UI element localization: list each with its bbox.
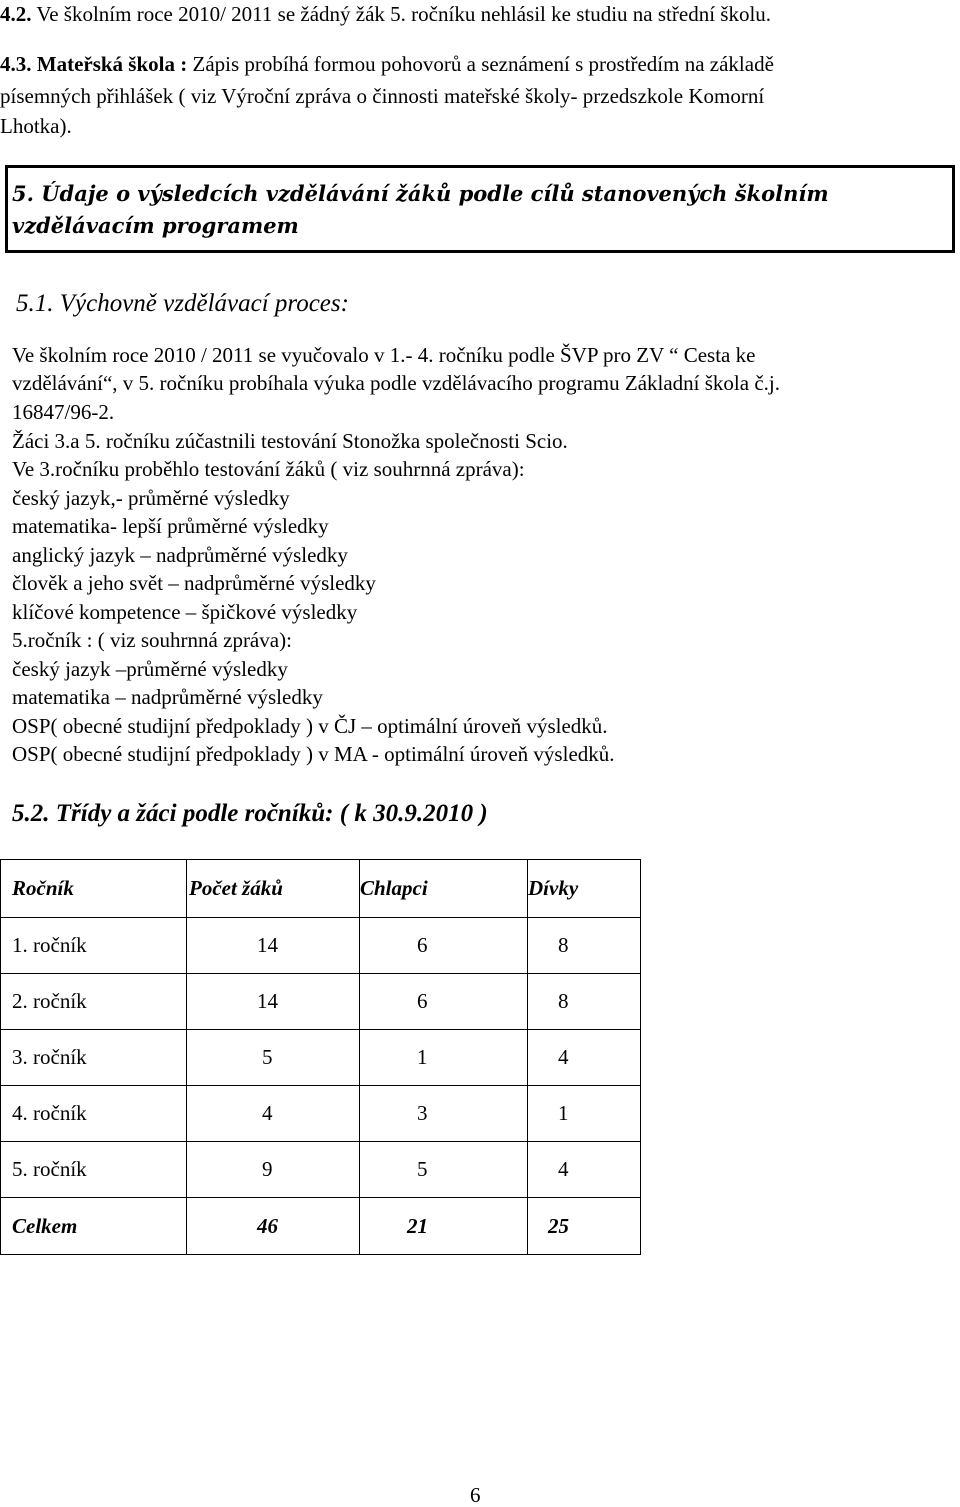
table-cell: 14 — [187, 918, 360, 974]
body-line: Žáci 3.a 5. ročníku zúčastnili testování Stonožka společnosti Scio. — [12, 429, 568, 453]
section-5-heading-line-1: 5. Údaje o výsledcích vzdělávání žáků podle cílů stanovených školním — [12, 181, 829, 206]
table-cell: 5. ročník — [1, 1142, 187, 1198]
table-row — [1, 1086, 641, 1142]
table-cell: 9 — [187, 1142, 360, 1198]
table-cell: 1 — [528, 1086, 641, 1142]
table-cell: 1. ročník — [1, 918, 187, 974]
table-cell: 5 — [187, 1030, 360, 1086]
paragraph-4-3-line-1 — [0, 51, 774, 77]
table-total-row — [1, 1198, 641, 1255]
table-cell: 4 — [187, 1086, 360, 1142]
table-cell: 14 — [187, 974, 360, 1030]
table-cell: 5 — [360, 1142, 528, 1198]
table-cell: 1 — [360, 1030, 528, 1086]
body-line: OSP( obecné studijní předpoklady ) v ČJ – optimální úroveň výsledků. — [12, 714, 608, 738]
body-line: 16847/96-2. — [12, 400, 115, 424]
body-line: anglický jazyk – nadprůměrné výsledky — [12, 543, 348, 567]
table-cell: 6 — [360, 918, 528, 974]
body-line: český jazyk,- průměrné výsledky — [12, 486, 290, 510]
header-cell: Ročník — [1, 860, 187, 918]
table-header-row — [1, 860, 641, 918]
section-5-2-heading: 5.2. Třídy a žáci podle ročníků: ( k 30.9.2010 ) — [12, 800, 488, 827]
section-5-heading-line-2: vzdělávacím programem — [12, 213, 299, 238]
header-cell: Počet žáků — [187, 860, 360, 918]
table-cell: Celkem — [1, 1198, 187, 1255]
body-line: člověk a jeho svět – nadprůměrné výsledky — [12, 571, 376, 595]
table-cell: 8 — [528, 918, 641, 974]
section-number: 4.2. — [0, 2, 32, 26]
body-line: Ve školním roce 2010 / 2011 se vyučovalo v 1.- 4. ročníku podle ŠVP pro ZV “ Cesta ke — [12, 343, 756, 367]
paragraph-text: Zápis probíhá formou pohovorů a seznámení s prostředím na základě — [187, 52, 774, 76]
section-5-heading — [12, 178, 829, 242]
table-row — [1, 918, 641, 974]
body-line: vzdělávání“, v 5. ročníku probíhala výuka podle vzdělávacího programu Základní škola č.j. — [12, 371, 780, 395]
page-number: 6 — [470, 1483, 481, 1507]
table-cell: 3 — [360, 1086, 528, 1142]
table-cell: 25 — [528, 1198, 641, 1255]
table-cell: 21 — [360, 1198, 528, 1255]
table-cell: 4. ročník — [1, 1086, 187, 1142]
table-cell: 2. ročník — [1, 974, 187, 1030]
body-line: Ve 3.ročníku proběhlo testování žáků ( viz souhrnná zpráva): — [12, 457, 525, 481]
students-table — [0, 859, 641, 1255]
paragraph-4-2 — [0, 1, 771, 27]
section-number: 4.3. — [0, 52, 32, 76]
table-cell: 6 — [360, 974, 528, 1030]
paragraph-4-3-line-2: písemných přihlášek ( viz Výroční zpráva o činnosti mateřské školy- przedszkole Komorní — [0, 84, 765, 108]
body-line: český jazyk –průměrné výsledky — [12, 657, 288, 681]
table-row — [1, 974, 641, 1030]
body-line: matematika- lepší průměrné výsledky — [12, 514, 329, 538]
paragraph-text: Ve školním roce 2010/ 2011 se žádný žák 5. ročníku nehlásil ke studiu na střední školu. — [31, 2, 772, 26]
section-5-1-heading: 5.1. Výchovně vzdělávací proces: — [16, 290, 349, 317]
body-line: OSP( obecné studijní předpoklady ) v MA - optimální úroveň výsledků. — [12, 742, 615, 766]
table-cell: 3. ročník — [1, 1030, 187, 1086]
paragraph-4-3-line-3: Lhotka). — [0, 114, 72, 138]
body-line: klíčové kompetence – špičkové výsledky — [12, 600, 358, 624]
body-line: matematika – nadprůměrné výsledky — [12, 685, 323, 709]
table-row — [1, 1030, 641, 1086]
table-cell: 4 — [528, 1142, 641, 1198]
header-cell: Dívky — [528, 860, 641, 918]
table-cell: 8 — [528, 974, 641, 1030]
table-cell: 4 — [528, 1030, 641, 1086]
table-row — [1, 1142, 641, 1198]
section-heading: Mateřská škola : — [31, 52, 188, 76]
table-cell: 46 — [187, 1198, 360, 1255]
header-cell: Chlapci — [360, 860, 528, 918]
body-line: 5.ročník : ( viz souhrnná zpráva): — [12, 628, 292, 652]
